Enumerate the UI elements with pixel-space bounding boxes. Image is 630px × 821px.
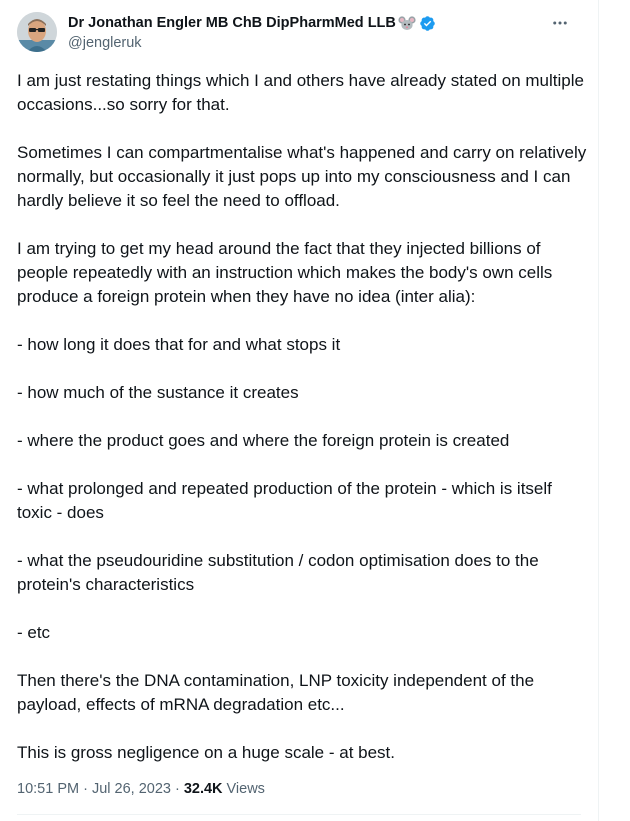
mouse-icon	[397, 15, 417, 31]
author-block	[68, 13, 436, 51]
divider	[17, 814, 581, 815]
more-icon	[551, 14, 569, 32]
verified-icon	[419, 15, 436, 32]
tweet-text	[17, 69, 587, 789]
views-label: Views	[226, 781, 265, 797]
tweet-paragraph: - how much of the sustance it creates	[17, 383, 299, 402]
tweet-paragraph: - etc	[17, 623, 51, 642]
tweet-timestamp[interactable]: 10:51 PM · Jul 26, 2023	[17, 781, 171, 797]
author-display-name[interactable]: Dr Jonathan Engler MB ChB DipPharmMed LLB	[68, 15, 396, 31]
tweet-paragraph: Sometimes I can compartmentalise what's happened and carry on relatively normally, but occasionally it just pops up into my consciousness and I can hardly believe it so feel the need to offload.	[17, 143, 587, 210]
tweet-paragraph: I am trying to get my head around the fact that they injected billions of people repeatedly with an instruction which makes the body's own cells produce a foreign protein when they have no idea (inter alia):	[17, 239, 553, 306]
meta-separator: ·	[174, 781, 180, 797]
tweet-paragraph: - what prolonged and repeated production of the protein - which is itself toxic - does	[17, 479, 552, 522]
tweet-paragraph: I am just restating things which I and others have already stated on multiple occasions...so sorry for that.	[17, 71, 584, 114]
tweet-paragraph: This is gross negligence on a huge scale - at best.	[17, 743, 395, 762]
author-handle[interactable]: @jengleruk	[68, 35, 142, 51]
views-count: 32.4K	[183, 781, 223, 797]
tweet-paragraph: - how long it does that for and what stops it	[17, 335, 341, 354]
tweet-meta	[17, 781, 265, 797]
display-name-row	[68, 13, 436, 33]
tweet-paragraph: Then there's the DNA contamination, LNP toxicity independent of the payload, effects of mRNA degradation etc...	[17, 671, 535, 714]
tweet-paragraph: - what the pseudouridine substitution / codon optimisation does to the protein's characteristics	[17, 551, 539, 594]
tweet-header	[17, 12, 581, 54]
tweet-paragraph: - where the product goes and where the foreign protein is created	[17, 431, 510, 450]
avatar[interactable]	[17, 12, 57, 52]
more-options-button[interactable]	[547, 12, 573, 34]
